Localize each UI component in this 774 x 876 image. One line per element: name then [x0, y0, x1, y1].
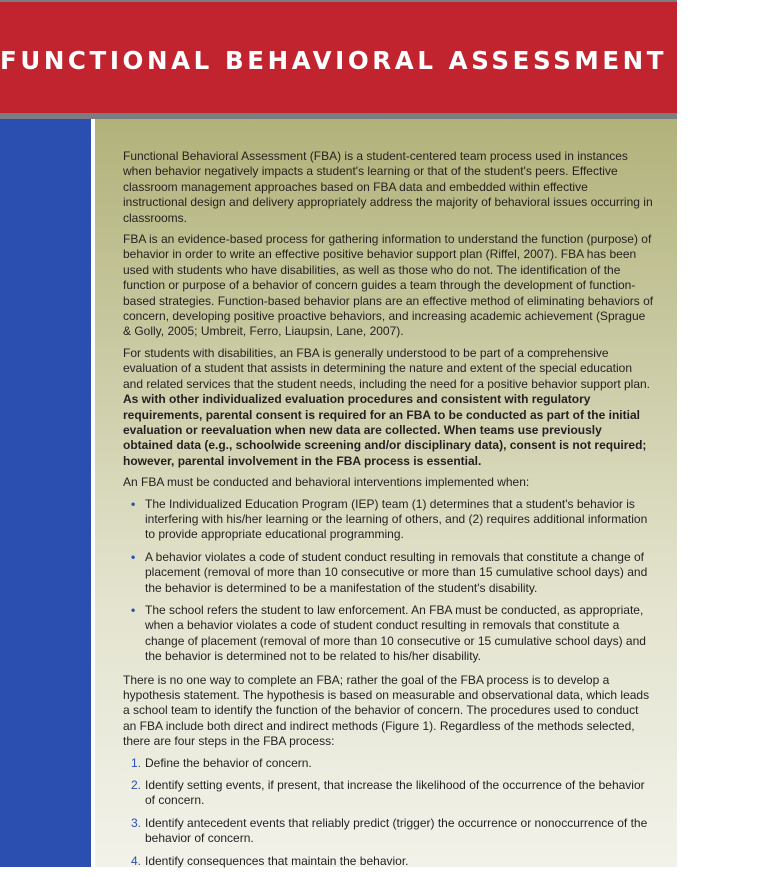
bullet-icon: • — [131, 602, 136, 617]
steps-list — [123, 756, 655, 869]
step-number: 3. — [131, 815, 142, 830]
list-item-text: A behavior violates a code of student conduct resulting in removals that constitute a change of placement (removal of more than 10 consecutive or more than 15 cumulative school days) and the behavior is determined to be a manifestation of the student's disability. — [145, 549, 648, 595]
list-item — [123, 756, 655, 771]
list-item — [123, 778, 655, 809]
body-text — [123, 149, 655, 876]
page-title: FUNCTIONAL BEHAVIORAL ASSESSMENT (FBA) — [0, 46, 774, 75]
list-item — [123, 816, 655, 847]
paragraph-conditions-lead: An FBA must be conducted and behavioral interventions implemented when: — [123, 475, 530, 490]
bullet-icon: • — [131, 549, 136, 564]
step-number: 2. — [131, 778, 142, 793]
bullet-icon: • — [131, 496, 136, 511]
title-banner — [0, 0, 774, 113]
step-number: 4. — [131, 853, 142, 868]
list-item — [123, 603, 655, 665]
step-text: Define the behavior of concern. — [145, 755, 312, 770]
blue-sidebar — [0, 119, 91, 867]
step-text: Identify setting events, if present, that increase the likelihood of the occurrence of the behavior of concern. — [145, 778, 645, 808]
conditions-list — [123, 497, 655, 665]
list-item-text: The school refers the student to law enforcement. An FBA must be conducted, as appropriate, when a behavior violates a code of student conduct resulting in removals that constitute a change of placement (removal of more than 10 consecutive or 15 cumulative school days) and the behavior is determined not to be related to his/her disability. — [145, 602, 646, 664]
paragraph-disabilities-bold: As with other individualized evaluation procedures and consistent with regulatory requirements, parental consent is required for an FBA to be conducted as part of the initial evaluation or reevaluation when new data are collected. When teams use previously obtained data (e.g., schoolwide screening and/or disciplinary data), consent is not required; however, parental involvement in the FBA process is essential. — [123, 392, 647, 468]
step-text: Identify consequences that maintain the behavior. — [145, 853, 409, 868]
step-text: Identify antecedent events that reliably predict (trigger) the occurrence or nonoccurrence of the behavior of concern. — [145, 815, 648, 846]
step-number: 1. — [131, 755, 142, 770]
list-item — [123, 497, 655, 543]
list-item — [123, 854, 655, 869]
paragraph-evidence: FBA is an evidence-based process for gathering information to understand the function (purpose) of behavior in order to write an effective positive behavior support plan (Riffel, 2007). FBA has been used with students who have disabilities, as well as those who do not. The identification of the function or purpose of a behavior of concern guides a team through the development of function-based strategies. Function-based behavior plans are an effective method of eliminating behaviors of concern, developing positive proactive behaviors, and increasing academic achievement (Sprague & Golly, 2005; Umbreit, Ferro, Liaupsin, Lane, 2007). — [123, 232, 654, 339]
paragraph-disabilities — [123, 346, 655, 469]
paragraph-disabilities-plain: For students with disabilities, an FBA is generally understood to be part of a comprehensive evaluation of a student that assists in determining the nature and extent of the special education and related services that the student needs, including the need for a positive behavior support plan. — [123, 345, 651, 391]
paragraph-process: There is no one way to complete an FBA; rather the goal of the FBA process is to develop a hypothesis statement. The hypothesis is based on measurable and observational data, which leads a school team to identify the function of the behavior of concern. The procedures used to conduct an FBA include both direct and indirect methods (Figure 1). Regardless of the methods selected, there are four steps in the FBA process: — [123, 672, 650, 749]
paragraph-intro: Functional Behavioral Assessment (FBA) is a student-centered team process used in instances when behavior negatively impacts a student's learning or that of the student's peers. Effective classroom management approaches based on FBA data and embedded within effective instructional design and delivery appropriately address the majority of behavioral issues occurring in classrooms. — [123, 149, 653, 225]
list-item — [123, 550, 655, 596]
list-item-text: The Individualized Education Program (IEP) team (1) determines that a student's behavior is interfering with his/her learning or the learning of others, and (2) requires additional information to provide appropriate educational programming. — [145, 496, 648, 542]
